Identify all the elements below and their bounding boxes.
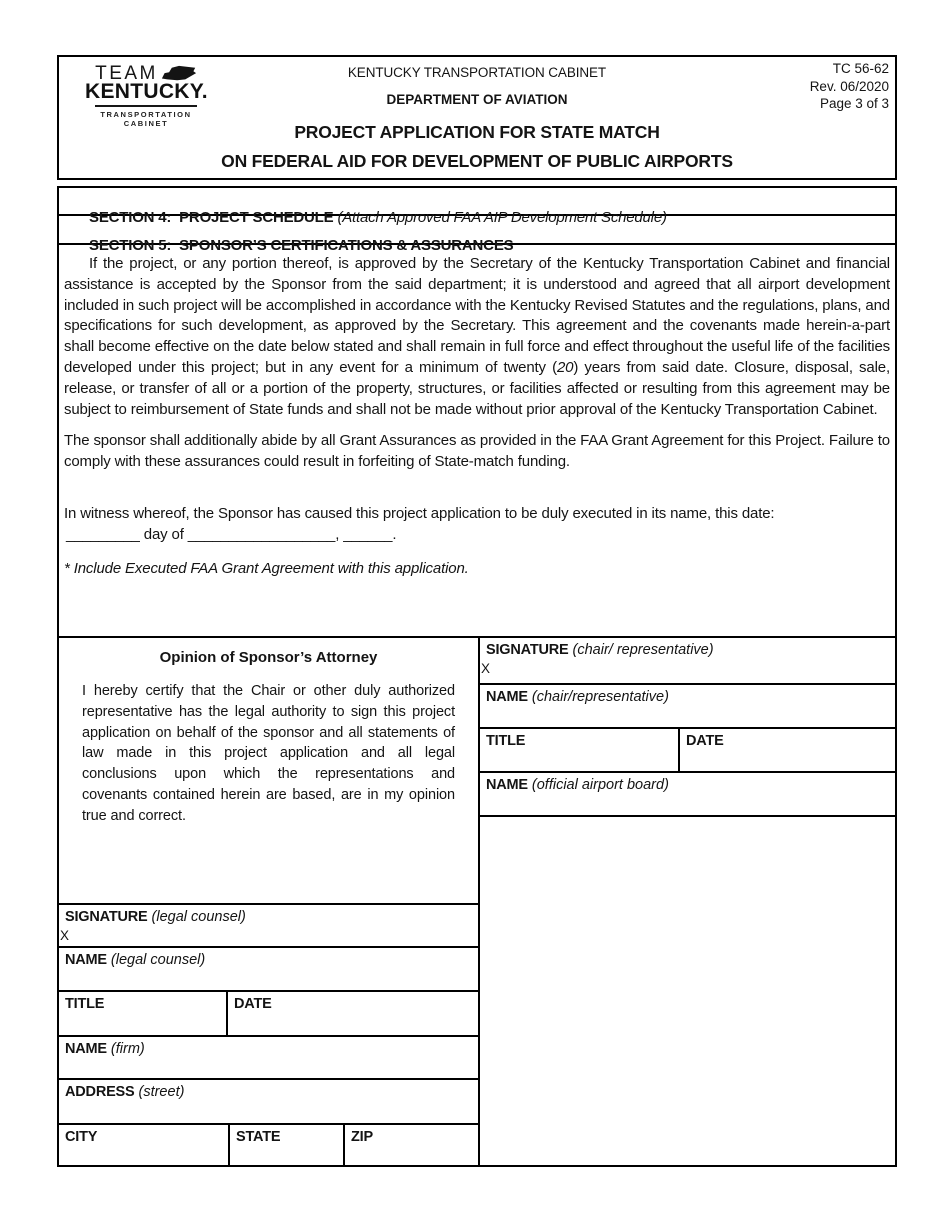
airport-board-name-note: (official airport board): [531, 777, 669, 793]
counsel-name-label: NAME: [65, 952, 107, 968]
date-blank-line[interactable]: _________ day of __________________, ______.: [66, 525, 397, 543]
chair-name-field[interactable]: [480, 683, 895, 727]
logo-kentucky-text: KENTUCKY.: [85, 80, 208, 103]
chair-name-label: NAME: [486, 689, 528, 705]
page-number: Page 3 of 3: [819, 96, 889, 111]
include-agreement-note: * Include Executed FAA Grant Agreement with this application.: [64, 559, 469, 577]
logo-team-text: TEAM: [95, 63, 158, 84]
attorney-opinion-text: I hereby certify that the Chair or other duly authorized representative has the legal authority to sign this project application on behalf of the sponsor and all statements of law made in this project application and all legal conclusions upon which the representations and covenants contained herein are based, are in my opinion true and correct.: [82, 683, 455, 824]
city-state-zip-row: [59, 1123, 478, 1165]
counsel-date-label: DATE: [234, 996, 272, 1012]
state-label: STATE: [236, 1129, 281, 1145]
chair-date-label: DATE: [686, 733, 724, 749]
city-label: CITY: [65, 1129, 98, 1145]
logo-sub-line1: TRANSPORTATION: [100, 110, 192, 119]
address-note: (street): [138, 1084, 185, 1100]
revision-date: Rev. 06/2020: [809, 78, 889, 94]
attorney-opinion-box: [59, 638, 478, 903]
chair-representative-column: [480, 638, 895, 1165]
empty-cell: [480, 815, 895, 1165]
zip-label: ZIP: [351, 1129, 373, 1145]
counsel-name-note: (legal counsel): [110, 952, 206, 968]
form-body: [57, 186, 897, 1167]
city-field[interactable]: [59, 1125, 230, 1165]
certifications-text: [59, 245, 895, 636]
counsel-title-date-row: [59, 990, 478, 1035]
legal-counsel-column: [59, 638, 480, 1165]
chair-signature-field[interactable]: [480, 638, 895, 683]
assurances-paragraph: The sponsor shall additionally abide by all Grant Assurances as provided in the FAA Grant Agreement for this Project. Failure to comply with these assurances could result in forfeiting of State-match funding.: [64, 432, 890, 471]
state-field[interactable]: [230, 1125, 345, 1165]
airport-board-name-label: NAME: [486, 777, 528, 793]
firm-name-field[interactable]: [59, 1035, 478, 1078]
chair-signature-note: (chair/ representative): [572, 642, 714, 658]
firm-name-label: NAME: [65, 1041, 107, 1057]
chair-date-field[interactable]: [680, 729, 895, 771]
counsel-signature-note: (legal counsel): [151, 909, 246, 925]
chair-title-date-row: [480, 727, 895, 771]
chair-title-field[interactable]: [480, 729, 680, 771]
section-4-header: [59, 188, 895, 226]
certification-italic-20: 20: [556, 358, 574, 376]
department-name: DEPARTMENT OF AVIATION: [386, 92, 568, 107]
witness-paragraph: [64, 504, 890, 546]
certification-text-1: If the project, or any portion thereof, is approved by the Secretary of the Kentucky Transportation Cabinet and financial assistance is accepted by the Sponsor from the said department; it is understood and agreed that all airport development included in such project will be accomplished in accordance with the Kentucky Revised Statutes and the regulations, plans, and specifications for such development, as approved by the Secretary. This agreement and the covenants made herein-a-part shall become effective on the date below stated and shall remain in full force and effect throughout the useful life of the facilities developed under this project; but in any event for a minimum of twenty (: [64, 255, 890, 376]
header-titles: [59, 65, 895, 172]
chair-title-label: TITLE: [486, 733, 526, 749]
witness-line1: In witness whereof, the Sponsor has caused this project application to be duly executed in its name, this date:: [64, 504, 775, 522]
counsel-signature-x: X: [60, 928, 70, 943]
form-meta: [810, 60, 889, 113]
signature-table: [59, 636, 895, 1165]
form-title-line2: ON FEDERAL AID FOR DEVELOPMENT OF PUBLIC AIRPORTS: [221, 151, 733, 171]
airport-board-name-field[interactable]: [480, 771, 895, 815]
form-number: TC 56-62: [832, 61, 889, 76]
firm-name-note: (firm): [110, 1041, 145, 1057]
chair-signature-x: X: [481, 661, 491, 676]
chair-name-note: (chair/representative): [531, 689, 669, 705]
address-field[interactable]: [59, 1078, 478, 1123]
counsel-title-label: TITLE: [65, 996, 105, 1012]
chair-signature-label: SIGNATURE: [486, 642, 569, 658]
certification-paragraph: [64, 254, 890, 420]
form-title-line1: PROJECT APPLICATION FOR STATE MATCH: [294, 122, 660, 142]
zip-field[interactable]: [345, 1125, 478, 1165]
counsel-title-field[interactable]: [59, 992, 228, 1035]
org-name: KENTUCKY TRANSPORTATION CABINET: [347, 65, 607, 80]
section-4-note: (Attach Approved FAA AIP Development Schedule): [337, 209, 667, 226]
counsel-signature-field[interactable]: [59, 903, 478, 946]
form-header: [57, 55, 897, 180]
counsel-date-field[interactable]: [228, 992, 478, 1035]
certification-text-2: ) years from said date. Closure, disposal, sale, release, or transfer of all or a portion of the property, structures, or facilities affected or resulting from this agreement may be subject to reimbursement of State funds and shall not be made without prior approval of the Kentucky Transportation Cabinet.: [64, 358, 890, 418]
section-5-label: SECTION 5: SPONSOR’S CERTIFICATIONS & ASSURANCES: [89, 237, 514, 254]
logo-sub-line2: CABINET: [123, 119, 169, 128]
counsel-name-field[interactable]: [59, 946, 478, 990]
section-4-label: SECTION 4: PROJECT SCHEDULE: [89, 209, 334, 226]
counsel-signature-label: SIGNATURE: [65, 909, 148, 925]
address-label: ADDRESS: [65, 1084, 135, 1100]
attorney-opinion-title: Opinion of Sponsor’s Attorney: [159, 649, 378, 666]
